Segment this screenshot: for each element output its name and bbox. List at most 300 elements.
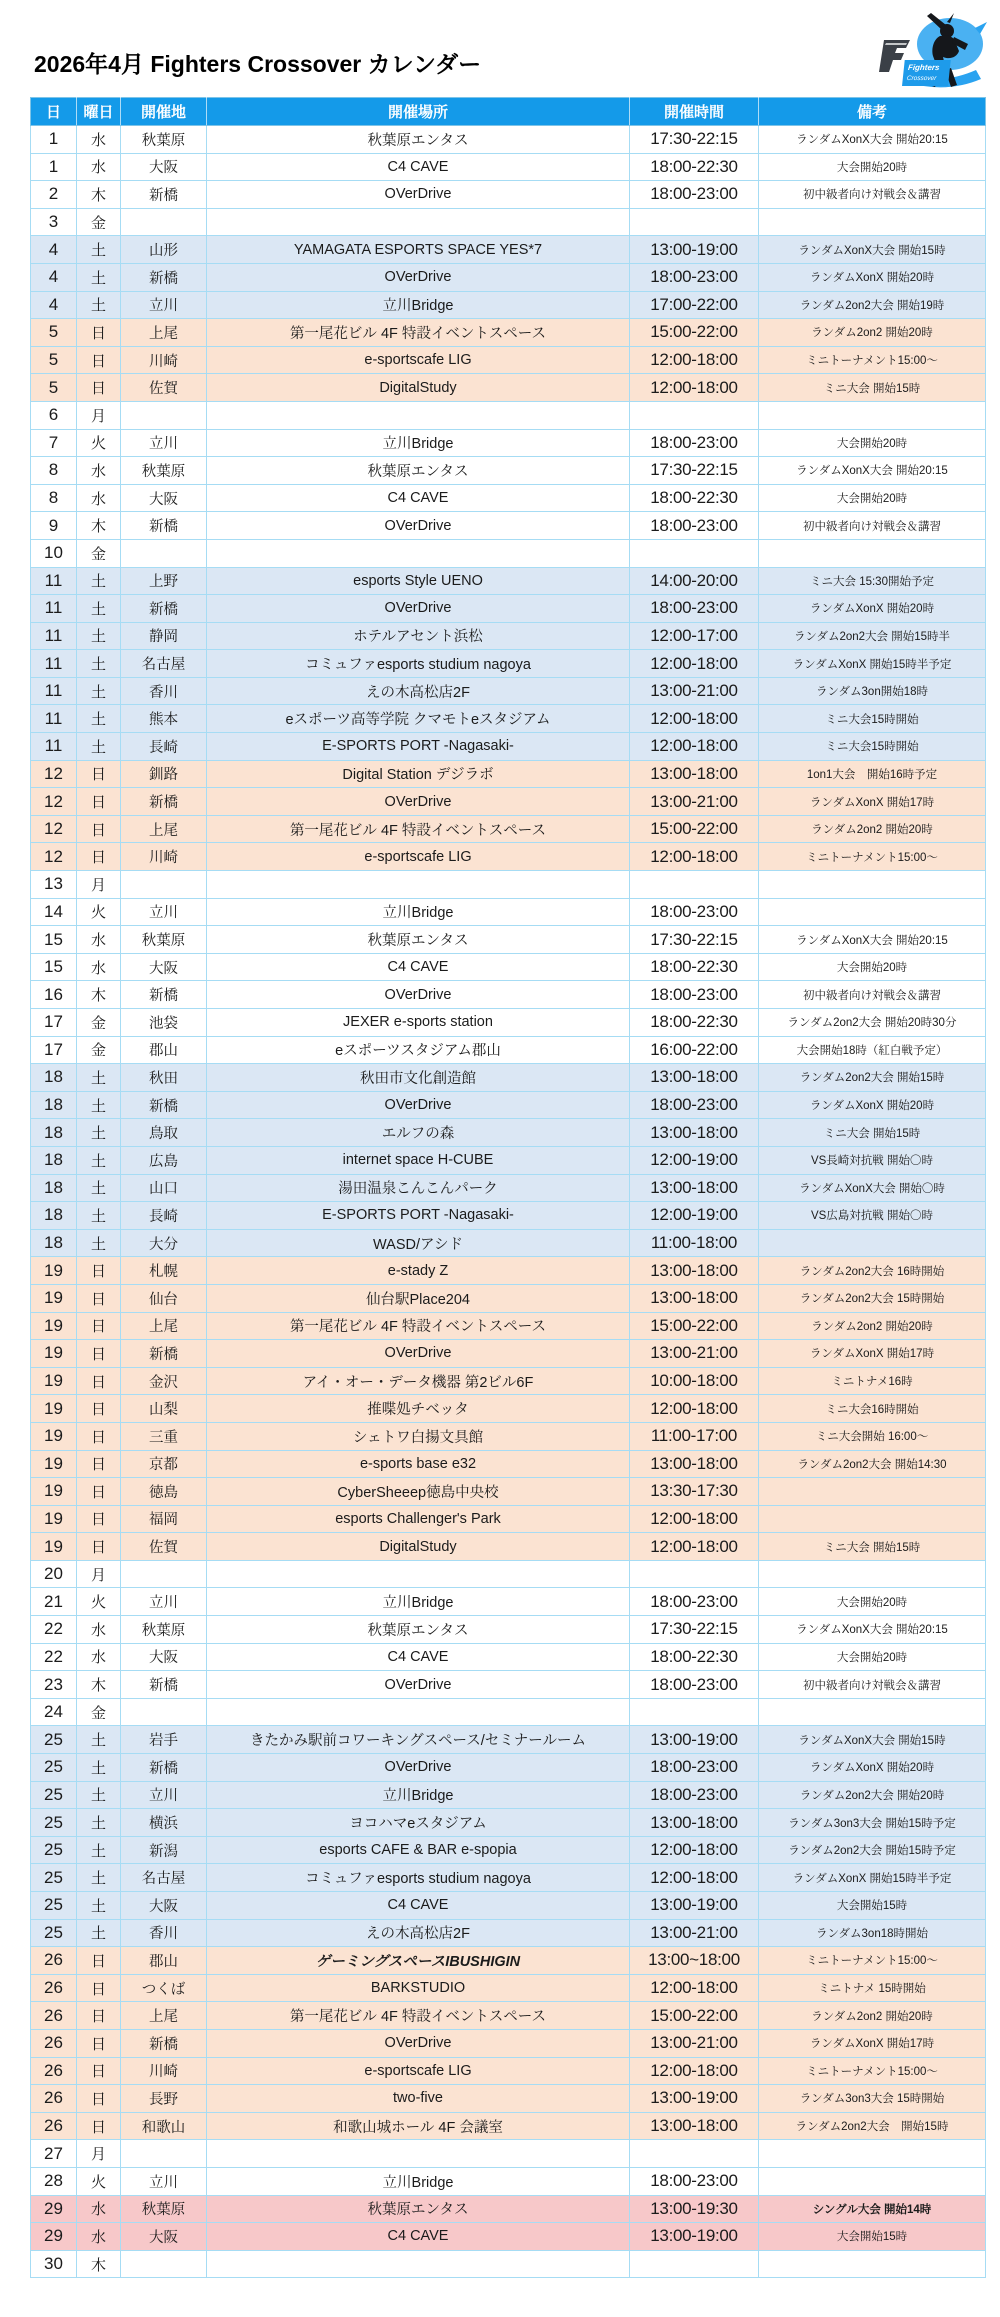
weekday-cell: 水	[77, 1643, 121, 1671]
location-cell: 新橋	[121, 1671, 207, 1699]
venue-cell: 湯田温泉こんこんパーク	[207, 1174, 630, 1202]
note-cell: ミニ大会 開始15時	[759, 1119, 986, 1147]
table-row	[31, 126, 986, 154]
table-row	[31, 815, 986, 843]
table-row	[31, 1312, 986, 1340]
time-cell: 18:00-23:00	[630, 1671, 759, 1699]
venue-cell: 秋葉原エンタス	[207, 1616, 630, 1644]
note-cell: ランダム2on2 開始20時	[759, 815, 986, 843]
time-cell: 12:00-18:00	[630, 705, 759, 733]
venue-cell: えの木高松店2F	[207, 1919, 630, 1947]
time-cell: 12:00-19:00	[630, 1202, 759, 1230]
location-cell: 金沢	[121, 1367, 207, 1395]
location-cell: 上尾	[121, 815, 207, 843]
location-cell: 郡山	[121, 1036, 207, 1064]
weekday-cell: 日	[77, 2002, 121, 2030]
table-row	[31, 1478, 986, 1506]
day-cell: 25	[31, 1836, 77, 1864]
location-cell: 新潟	[121, 1836, 207, 1864]
venue-cell: C4 CAVE	[207, 953, 630, 981]
day-cell: 26	[31, 2112, 77, 2140]
day-cell: 5	[31, 374, 77, 402]
table-row	[31, 208, 986, 236]
table-row	[31, 733, 986, 761]
weekday-cell: 日	[77, 2112, 121, 2140]
table-row	[31, 1781, 986, 1809]
time-cell: 13:00-21:00	[630, 1919, 759, 1947]
time-cell: 15:00-22:00	[630, 2002, 759, 2030]
note-cell: ランダム2on2大会 開始15時	[759, 1064, 986, 1092]
location-cell: 名古屋	[121, 650, 207, 678]
note-cell	[759, 2140, 986, 2168]
weekday-cell: 日	[77, 1284, 121, 1312]
venue-cell: OVerDrive	[207, 263, 630, 291]
weekday-cell: 土	[77, 1119, 121, 1147]
weekday-cell: 金	[77, 1698, 121, 1726]
weekday-cell: 土	[77, 1064, 121, 1092]
venue-cell: C4 CAVE	[207, 153, 630, 181]
day-cell: 26	[31, 2029, 77, 2057]
weekday-cell: 土	[77, 1091, 121, 1119]
day-cell: 18	[31, 1064, 77, 1092]
venue-cell: esports Style UENO	[207, 567, 630, 595]
note-cell: ランダムXonX大会 開始20:15	[759, 457, 986, 485]
weekday-cell: 日	[77, 346, 121, 374]
location-cell: 佐賀	[121, 1533, 207, 1561]
weekday-cell: 木	[77, 1671, 121, 1699]
location-cell: 京都	[121, 1450, 207, 1478]
location-cell	[121, 871, 207, 899]
time-cell: 12:00-18:00	[630, 1505, 759, 1533]
day-cell: 29	[31, 2195, 77, 2223]
venue-cell: 秋葉原エンタス	[207, 926, 630, 954]
table-row	[31, 871, 986, 899]
note-cell: ミニトーナメント15:00～	[759, 2057, 986, 2085]
day-cell: 26	[31, 2085, 77, 2113]
location-cell: 新橋	[121, 595, 207, 623]
time-cell: 13:00-18:00	[630, 1450, 759, 1478]
day-cell: 19	[31, 1395, 77, 1423]
weekday-cell: 土	[77, 677, 121, 705]
weekday-cell: 土	[77, 291, 121, 319]
weekday-cell: 月	[77, 871, 121, 899]
day-cell: 19	[31, 1257, 77, 1285]
venue-cell: OVerDrive	[207, 1340, 630, 1368]
time-cell: 18:00-23:00	[630, 181, 759, 209]
location-cell	[121, 2250, 207, 2278]
note-cell	[759, 208, 986, 236]
location-cell: 徳島	[121, 1478, 207, 1506]
weekday-cell: 土	[77, 1864, 121, 1892]
note-cell: 大会開始20時	[759, 1643, 986, 1671]
note-cell: ミニ大会15時開始	[759, 705, 986, 733]
time-cell: 18:00-23:00	[630, 1091, 759, 1119]
day-cell: 3	[31, 208, 77, 236]
venue-cell: コミュファesports studium nagoya	[207, 650, 630, 678]
weekday-cell: 日	[77, 319, 121, 347]
venue-cell	[207, 871, 630, 899]
time-cell	[630, 401, 759, 429]
time-cell	[630, 208, 759, 236]
note-cell: ランダム2on2大会 開始20時	[759, 1781, 986, 1809]
day-cell: 16	[31, 981, 77, 1009]
location-cell: 広島	[121, 1146, 207, 1174]
venue-cell: 和歌山城ホール 4F 会議室	[207, 2112, 630, 2140]
time-cell: 17:30-22:15	[630, 926, 759, 954]
time-cell: 13:00-18:00	[630, 1257, 759, 1285]
time-cell: 13:00-19:30	[630, 2195, 759, 2223]
time-cell: 18:00-22:30	[630, 953, 759, 981]
time-cell: 18:00-23:00	[630, 512, 759, 540]
venue-cell: eスポーツ高等学院 クマモトeスタジアム	[207, 705, 630, 733]
note-cell: ミニトーナメント15:00～	[759, 1947, 986, 1975]
venue-cell: OVerDrive	[207, 512, 630, 540]
page-title: 2026年4月 Fighters Crossover カレンダー	[34, 51, 482, 77]
day-cell: 13	[31, 871, 77, 899]
time-cell: 11:00-17:00	[630, 1422, 759, 1450]
day-cell: 4	[31, 291, 77, 319]
weekday-cell: 土	[77, 1781, 121, 1809]
note-cell: 大会開始20時	[759, 484, 986, 512]
venue-cell: e-sportscafe LIG	[207, 843, 630, 871]
note-cell: 初中級者向け対戦会＆講習	[759, 1671, 986, 1699]
day-cell: 12	[31, 843, 77, 871]
time-cell: 11:00-18:00	[630, 1229, 759, 1257]
venue-cell: esports Challenger's Park	[207, 1505, 630, 1533]
location-cell: 釧路	[121, 760, 207, 788]
venue-cell: 立川Bridge	[207, 429, 630, 457]
table-row	[31, 1836, 986, 1864]
day-cell: 22	[31, 1616, 77, 1644]
time-cell: 13:00~18:00	[630, 1947, 759, 1975]
location-cell: 大阪	[121, 153, 207, 181]
note-cell: ランダムXonX大会 開始20:15	[759, 126, 986, 154]
day-cell: 29	[31, 2223, 77, 2251]
table-row	[31, 1340, 986, 1368]
weekday-cell: 日	[77, 1422, 121, 1450]
location-cell: 新橋	[121, 512, 207, 540]
day-cell: 30	[31, 2250, 77, 2278]
day-cell: 15	[31, 926, 77, 954]
time-cell: 13:00-18:00	[630, 1284, 759, 1312]
day-cell: 18	[31, 1146, 77, 1174]
location-cell: 長崎	[121, 733, 207, 761]
table-row	[31, 567, 986, 595]
venue-cell: OVerDrive	[207, 2029, 630, 2057]
time-cell: 17:30-22:15	[630, 126, 759, 154]
note-cell: 大会開始15時	[759, 2223, 986, 2251]
table-row	[31, 1036, 986, 1064]
note-cell: ランダムXonX 開始20時	[759, 1091, 986, 1119]
location-cell: 長崎	[121, 1202, 207, 1230]
weekday-cell: 土	[77, 1146, 121, 1174]
venue-cell: C4 CAVE	[207, 1892, 630, 1920]
time-cell: 18:00-23:00	[630, 981, 759, 1009]
time-cell: 17:30-22:15	[630, 1616, 759, 1644]
table-row	[31, 1505, 986, 1533]
time-cell: 18:00-23:00	[630, 1588, 759, 1616]
weekday-cell: 月	[77, 1560, 121, 1588]
note-cell: ランダムXonX大会 開始15時	[759, 236, 986, 264]
note-cell	[759, 898, 986, 926]
location-cell	[121, 401, 207, 429]
table-row	[31, 677, 986, 705]
day-cell: 4	[31, 263, 77, 291]
weekday-cell: 日	[77, 2057, 121, 2085]
time-cell: 13:00-19:00	[630, 2223, 759, 2251]
header-location: 開催地	[121, 98, 207, 126]
time-cell: 13:00-18:00	[630, 1119, 759, 1147]
time-cell: 13:30-17:30	[630, 1478, 759, 1506]
time-cell: 17:00-22:00	[630, 291, 759, 319]
day-cell: 19	[31, 1312, 77, 1340]
venue-cell	[207, 2140, 630, 2168]
day-cell: 10	[31, 539, 77, 567]
day-cell: 26	[31, 1974, 77, 2002]
weekday-cell: 日	[77, 1505, 121, 1533]
location-cell: 横浜	[121, 1809, 207, 1837]
location-cell: 秋葉原	[121, 126, 207, 154]
table-row	[31, 1450, 986, 1478]
time-cell: 12:00-18:00	[630, 346, 759, 374]
location-cell: 札幌	[121, 1257, 207, 1285]
table-row	[31, 2085, 986, 2113]
venue-cell: C4 CAVE	[207, 484, 630, 512]
day-cell: 20	[31, 1560, 77, 1588]
location-cell: 鳥取	[121, 1119, 207, 1147]
venue-cell	[207, 401, 630, 429]
location-cell: 新橋	[121, 263, 207, 291]
header-note: 備考	[759, 98, 986, 126]
day-cell: 7	[31, 429, 77, 457]
table-row	[31, 2112, 986, 2140]
header-row	[31, 98, 986, 126]
time-cell: 16:00-22:00	[630, 1036, 759, 1064]
day-cell: 19	[31, 1422, 77, 1450]
note-cell: ランダム2on2大会 開始15時半	[759, 622, 986, 650]
table-row	[31, 898, 986, 926]
location-cell: 和歌山	[121, 2112, 207, 2140]
weekday-cell: 木	[77, 181, 121, 209]
time-cell: 12:00-18:00	[630, 1533, 759, 1561]
location-cell: 新橋	[121, 1091, 207, 1119]
location-cell: 長野	[121, 2085, 207, 2113]
table-row	[31, 843, 986, 871]
day-cell: 12	[31, 788, 77, 816]
weekday-cell: 水	[77, 457, 121, 485]
location-cell: 立川	[121, 1781, 207, 1809]
note-cell: VS長崎対抗戦 開始〇時	[759, 1146, 986, 1174]
venue-cell: internet space H-CUBE	[207, 1146, 630, 1174]
table-row	[31, 181, 986, 209]
weekday-cell: 土	[77, 1754, 121, 1782]
table-row	[31, 2250, 986, 2278]
day-cell: 26	[31, 1947, 77, 1975]
location-cell	[121, 208, 207, 236]
venue-cell: OVerDrive	[207, 1754, 630, 1782]
venue-cell: C4 CAVE	[207, 2223, 630, 2251]
time-cell: 18:00-22:30	[630, 153, 759, 181]
venue-cell: 秋葉原エンタス	[207, 2195, 630, 2223]
note-cell: ランダムXonX 開始15時半予定	[759, 1864, 986, 1892]
weekday-cell: 日	[77, 1395, 121, 1423]
time-cell: 12:00-17:00	[630, 622, 759, 650]
venue-cell: DigitalStudy	[207, 1533, 630, 1561]
time-cell: 13:00-21:00	[630, 2029, 759, 2057]
location-cell: 福岡	[121, 1505, 207, 1533]
time-cell: 13:00-18:00	[630, 1809, 759, 1837]
day-cell: 12	[31, 815, 77, 843]
note-cell: ランダム2on2大会 開始20時30分	[759, 1009, 986, 1037]
location-cell: 秋葉原	[121, 2195, 207, 2223]
weekday-cell: 土	[77, 1174, 121, 1202]
day-cell: 11	[31, 622, 77, 650]
weekday-cell: 火	[77, 1588, 121, 1616]
table-row	[31, 263, 986, 291]
weekday-cell: 日	[77, 1367, 121, 1395]
note-cell: ランダムXonX 開始17時	[759, 2029, 986, 2057]
weekday-cell: 日	[77, 2085, 121, 2113]
logo-label	[902, 60, 951, 86]
day-cell: 23	[31, 1671, 77, 1699]
table-row	[31, 2029, 986, 2057]
weekday-cell: 月	[77, 401, 121, 429]
note-cell: ミニ大会開始 16:00～	[759, 1422, 986, 1450]
venue-cell: YAMAGATA ESPORTS SPACE YES*7	[207, 236, 630, 264]
time-cell	[630, 1560, 759, 1588]
location-cell: 佐賀	[121, 374, 207, 402]
note-cell: ランダムXonX 開始20時	[759, 263, 986, 291]
table-row	[31, 1754, 986, 1782]
note-cell: ミニ大会15時開始	[759, 733, 986, 761]
weekday-cell: 日	[77, 2029, 121, 2057]
time-cell: 18:00-22:30	[630, 1009, 759, 1037]
table-row	[31, 1698, 986, 1726]
note-cell: 大会開始18時（紅白戦予定）	[759, 1036, 986, 1064]
day-cell: 19	[31, 1478, 77, 1506]
table-row	[31, 1919, 986, 1947]
note-cell	[759, 2167, 986, 2195]
weekday-cell: 土	[77, 1919, 121, 1947]
weekday-cell: 日	[77, 788, 121, 816]
venue-cell: e-stady Z	[207, 1257, 630, 1285]
note-cell: ランダム2on2 開始20時	[759, 319, 986, 347]
venue-cell: eスポーツスタジアム郡山	[207, 1036, 630, 1064]
note-cell	[759, 1229, 986, 1257]
weekday-cell: 日	[77, 1450, 121, 1478]
weekday-cell: 水	[77, 2195, 121, 2223]
table-row	[31, 760, 986, 788]
day-cell: 11	[31, 705, 77, 733]
time-cell: 13:00-21:00	[630, 1340, 759, 1368]
weekday-cell: 水	[77, 953, 121, 981]
day-cell: 25	[31, 1754, 77, 1782]
time-cell: 12:00-18:00	[630, 2057, 759, 2085]
venue-cell: two-five	[207, 2085, 630, 2113]
weekday-cell: 金	[77, 1036, 121, 1064]
location-cell: 名古屋	[121, 1864, 207, 1892]
day-cell: 19	[31, 1505, 77, 1533]
day-cell: 11	[31, 595, 77, 623]
weekday-cell: 金	[77, 208, 121, 236]
location-cell: 大阪	[121, 953, 207, 981]
note-cell	[759, 871, 986, 899]
venue-cell: 第一尾花ビル 4F 特設イベントスペース	[207, 319, 630, 347]
table-row	[31, 1064, 986, 1092]
location-cell: 上尾	[121, 319, 207, 347]
table-row	[31, 401, 986, 429]
venue-cell: 推喋処チベッタ	[207, 1395, 630, 1423]
weekday-cell: 金	[77, 1009, 121, 1037]
location-cell: 仙台	[121, 1284, 207, 1312]
day-cell: 11	[31, 567, 77, 595]
note-cell: ランダムXonX大会 開始20:15	[759, 1616, 986, 1644]
day-cell: 25	[31, 1726, 77, 1754]
note-cell: ミニ大会 開始15時	[759, 374, 986, 402]
table-row	[31, 539, 986, 567]
note-cell: ランダム3on3大会 15時開始	[759, 2085, 986, 2113]
weekday-cell: 日	[77, 815, 121, 843]
note-cell: ランダムXonX大会 開始〇時	[759, 1174, 986, 1202]
table-row	[31, 650, 986, 678]
table-row	[31, 1643, 986, 1671]
note-cell	[759, 1698, 986, 1726]
venue-cell: 第一尾花ビル 4F 特設イベントスペース	[207, 1312, 630, 1340]
time-cell: 12:00-18:00	[630, 1974, 759, 2002]
table-row	[31, 1809, 986, 1837]
time-cell: 15:00-22:00	[630, 1312, 759, 1340]
table-row	[31, 1009, 986, 1037]
venue-cell: ゲーミングスペースIBUSHIGIN	[207, 1947, 630, 1975]
location-cell: 上尾	[121, 2002, 207, 2030]
day-cell: 22	[31, 1643, 77, 1671]
time-cell: 18:00-23:00	[630, 429, 759, 457]
day-cell: 5	[31, 346, 77, 374]
table-row	[31, 1229, 986, 1257]
venue-cell: エルフの森	[207, 1119, 630, 1147]
time-cell: 18:00-23:00	[630, 898, 759, 926]
note-cell: ランダム2on2大会 16時開始	[759, 1257, 986, 1285]
time-cell: 13:00-21:00	[630, 788, 759, 816]
note-cell	[759, 539, 986, 567]
venue-cell: E-SPORTS PORT -Nagasaki-	[207, 733, 630, 761]
note-cell: ランダムXonX 開始15時半予定	[759, 650, 986, 678]
venue-cell: 第一尾花ビル 4F 特設イベントスペース	[207, 2002, 630, 2030]
weekday-cell: 水	[77, 484, 121, 512]
day-cell: 26	[31, 2057, 77, 2085]
time-cell: 10:00-18:00	[630, 1367, 759, 1395]
header-time: 開催時間	[630, 98, 759, 126]
day-cell: 12	[31, 760, 77, 788]
day-cell: 18	[31, 1202, 77, 1230]
location-cell: 大阪	[121, 2223, 207, 2251]
weekday-cell: 土	[77, 1229, 121, 1257]
note-cell: ミニ大会16時開始	[759, 1395, 986, 1423]
location-cell: 上野	[121, 567, 207, 595]
header-weekday: 曜日	[77, 98, 121, 126]
day-cell: 19	[31, 1450, 77, 1478]
weekday-cell: 水	[77, 926, 121, 954]
venue-cell: CyberSheeep徳島中央校	[207, 1478, 630, 1506]
event-table-header	[31, 98, 986, 126]
venue-cell: 秋葉原エンタス	[207, 126, 630, 154]
venue-cell: BARKSTUDIO	[207, 1974, 630, 2002]
location-cell	[121, 1698, 207, 1726]
location-cell: 大阪	[121, 1892, 207, 1920]
note-cell: ランダム2on2大会 15時開始	[759, 1284, 986, 1312]
table-row	[31, 1671, 986, 1699]
table-row	[31, 2002, 986, 2030]
